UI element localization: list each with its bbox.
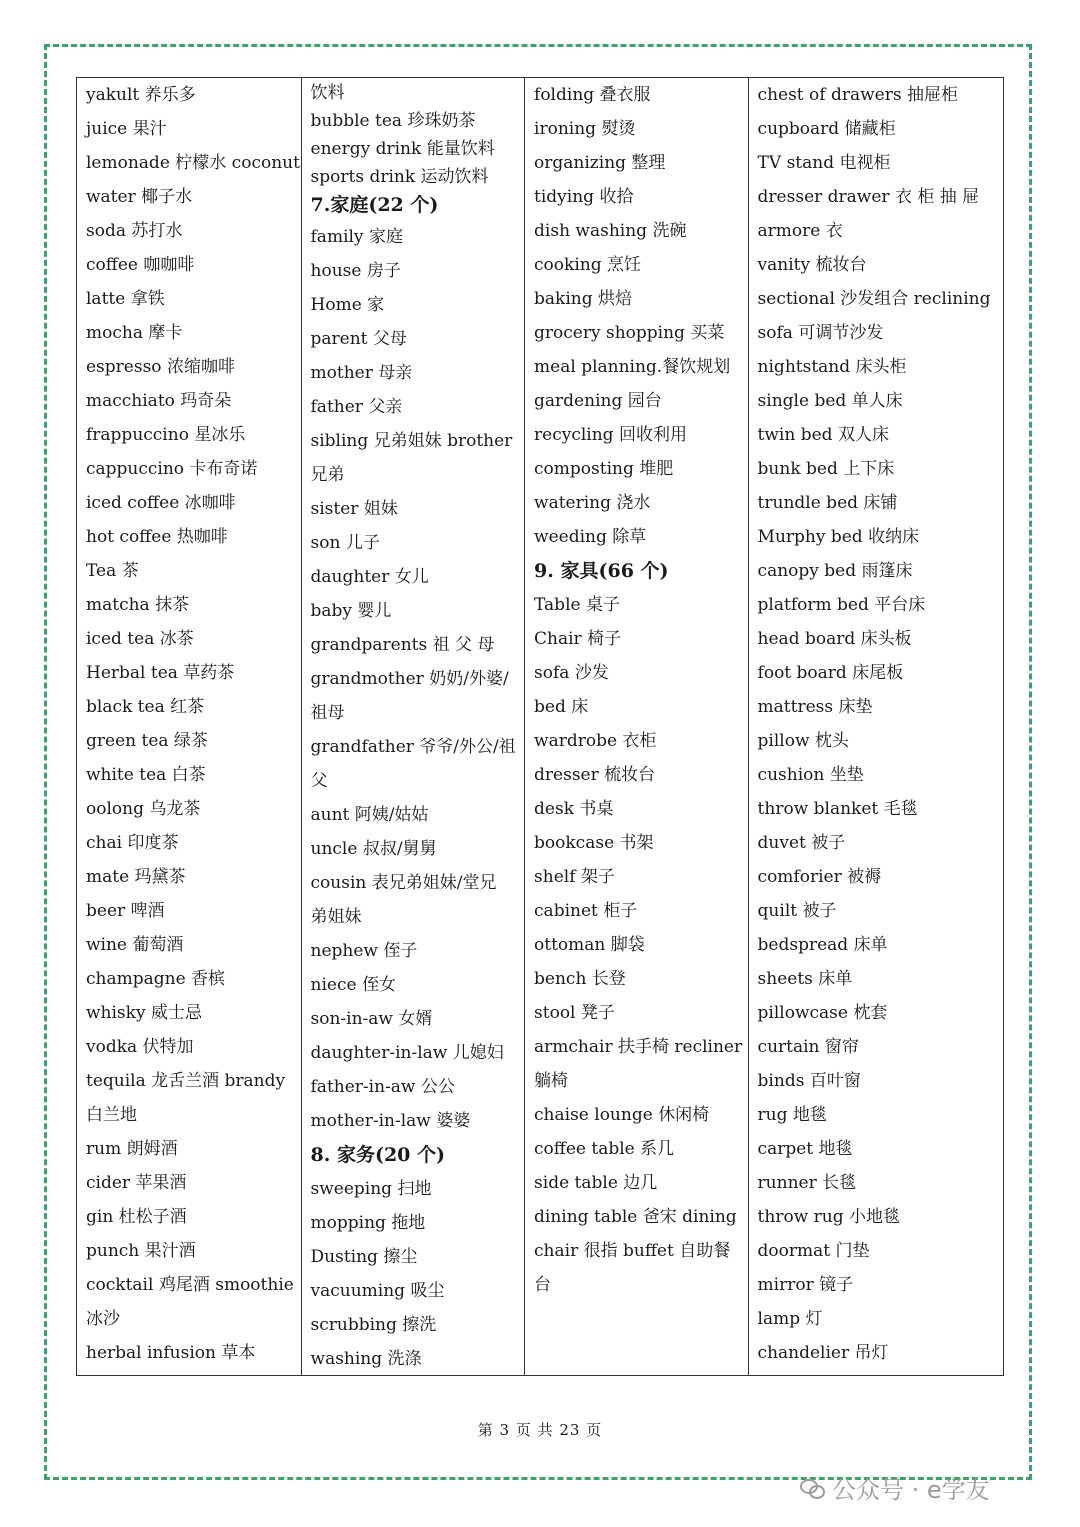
vocab-entry: 台 (534, 1275, 552, 1295)
vocab-entry: stool 凳子 (534, 1003, 615, 1023)
vocab-entry: bunk bed 上下床 (757, 459, 895, 479)
vocab-entry: 弟姐妹 (310, 907, 362, 927)
section-heading: 8. 家务(20 个) (310, 1144, 446, 1166)
vocab-entry: side table 边几 (534, 1173, 658, 1193)
vocab-entry: cider 苹果酒 (86, 1173, 187, 1193)
vocab-entry: curtain 窗帘 (757, 1037, 859, 1057)
vocab-entry: father-in-aw 公公 (310, 1077, 455, 1097)
vocab-entry: bedspread 床单 (757, 935, 888, 955)
vocab-entry: gardening 园台 (534, 391, 662, 411)
vocab-entry: sweeping 扫地 (310, 1179, 432, 1199)
vocab-entry: family 家庭 (310, 227, 403, 247)
vocab-entry: whisky 威士忌 (86, 1003, 202, 1023)
vocab-entry: cooking 烹饪 (534, 255, 641, 275)
vocab-entry: carpet 地毯 (757, 1139, 853, 1159)
vocab-entry: rug 地毯 (757, 1105, 827, 1125)
vocab-entry: mopping 拖地 (310, 1213, 426, 1233)
vocab-entry: yakult 养乐多 (86, 85, 196, 105)
vocab-entry: grandfather 爷爷/外公/祖 (310, 737, 516, 757)
vocab-entry: foot board 床尾板 (757, 663, 904, 683)
vocab-entry: 躺椅 (534, 1071, 569, 1091)
vocab-entry: cushion 坐垫 (757, 765, 864, 785)
vocab-entry: cupboard 储藏柜 (757, 119, 896, 139)
vocab-entry: ottoman 脚袋 (534, 935, 645, 955)
vocab-entry: chandelier 吊灯 (757, 1343, 889, 1363)
vocab-entry: Table 桌子 (534, 595, 620, 615)
vocab-entry: sofa 沙发 (534, 663, 609, 683)
vocab-entry: nightstand 床头柜 (757, 357, 907, 377)
vocab-entry: gin 杜松子酒 (86, 1207, 187, 1227)
vocab-entry: throw blanket 毛毯 (757, 799, 918, 819)
vocab-entry: chaise lounge 休闲椅 (534, 1105, 710, 1125)
vocab-entry: house 房子 (310, 261, 401, 281)
table-column-3 (524, 78, 748, 1375)
vocab-entry: bubble tea 珍珠奶茶 (310, 111, 476, 131)
page-number: 第 3 页 共 23 页 (477, 1421, 603, 1439)
vocab-entry: energy drink 能量饮料 (310, 139, 495, 159)
vocab-entry: bookcase 书架 (534, 833, 654, 853)
vocab-entry: 白兰地 (86, 1105, 137, 1125)
vocab-entry: cappuccino 卡布奇诺 (86, 459, 258, 479)
vocab-entry: black tea 红茶 (86, 697, 205, 717)
vocab-entry: platform bed 平台床 (757, 595, 926, 615)
vocab-entry: vanity 梳妆台 (757, 255, 867, 275)
vocab-entry: ironing 熨烫 (534, 119, 636, 139)
vocab-entry: dish washing 洗碗 (534, 221, 687, 241)
vocab-entry: cabinet 柜子 (534, 901, 638, 921)
vocab-entry: armore 衣 (757, 221, 843, 241)
vocab-entry: duvet 被子 (757, 833, 846, 853)
vocab-entry: parent 父母 (310, 329, 407, 349)
vocab-entry: doormat 门垫 (757, 1241, 870, 1261)
vocab-entry: bench 长登 (534, 969, 626, 989)
vocab-entry: espresso 浓缩咖啡 (86, 357, 235, 377)
table-column-1 (77, 78, 301, 1375)
vocab-entry: white tea 白茶 (86, 765, 206, 785)
vocab-entry: vodka 伏特加 (86, 1037, 194, 1057)
vocab-entry: 冰沙 (86, 1309, 120, 1329)
vocab-entry: meal planning.餐饮规划 (534, 357, 731, 377)
vocab-entry: Chair 椅子 (534, 629, 622, 649)
vocab-entry: sports drink 运动饮料 (310, 167, 489, 187)
vocab-entry: rum 朗姆酒 (86, 1139, 178, 1159)
vocab-entry: throw rug 小地毯 (757, 1207, 901, 1227)
vocab-entry: mate 玛黛茶 (86, 867, 186, 887)
vocab-entry: hot coffee 热咖啡 (86, 527, 228, 547)
vocab-entry: sectional 沙发组合 reclining (757, 289, 991, 309)
vocab-entry: dresser drawer 衣 柜 抽 屉 (757, 187, 980, 207)
vocab-entry: binds 百叶窗 (757, 1071, 861, 1091)
watermark (800, 1470, 990, 1505)
vocab-entry: grandmother 奶奶/外婆/ (310, 669, 509, 689)
vocab-entry: twin bed 双人床 (757, 425, 889, 445)
vocab-entry: chai 印度茶 (86, 833, 179, 853)
vocab-entry: quilt 被子 (757, 901, 837, 921)
vocab-entry: lemonade 柠檬水 coconut (86, 153, 300, 173)
vocab-entry: washing 洗涤 (310, 1349, 422, 1369)
vocab-entry: sibling 兄弟姐妹 brother (310, 431, 513, 451)
table-column-4 (748, 78, 1003, 1375)
vocab-entry: baby 婴儿 (310, 601, 392, 621)
vocab-entry: desk 书桌 (534, 799, 614, 819)
vocab-entry: daughter 女儿 (310, 567, 429, 587)
vocab-entry: green tea 绿茶 (86, 731, 208, 751)
vocab-entry: sister 姐妹 (310, 499, 398, 519)
vocab-entry: frappuccino 星冰乐 (86, 425, 246, 445)
vocab-entry: pillowcase 枕套 (757, 1003, 888, 1023)
vocab-entry: oolong 乌龙茶 (86, 799, 201, 819)
vocab-entry: mother 母亲 (310, 363, 413, 383)
vocab-entry: niece 侄女 (310, 975, 396, 995)
vocab-entry: scrubbing 擦洗 (310, 1315, 437, 1335)
vocab-entry: father 父亲 (310, 397, 403, 417)
vocab-entry: head board 床头板 (757, 629, 912, 649)
vocab-entry: grocery shopping 买菜 (534, 323, 725, 343)
vocab-entry: coffee 咖咖啡 (86, 255, 195, 275)
vocab-entry: runner 长毯 (757, 1173, 857, 1193)
vocab-entry: dresser 梳妆台 (534, 765, 656, 785)
watermark-text: 公众号 · e学友 (832, 1476, 990, 1504)
vocab-entry: wardrobe 衣柜 (534, 731, 657, 751)
vocab-entry: coffee table 系几 (534, 1139, 675, 1159)
vocabulary-table (76, 77, 1004, 1376)
vocab-entry: 饮料 (310, 83, 345, 103)
vocab-entry: son 儿子 (310, 533, 380, 553)
vocab-entry: dining table 爸宋 dining (534, 1207, 737, 1227)
vocab-entry: comforier 被褥 (757, 867, 882, 887)
vocab-entry: uncle 叔叔/舅舅 (310, 839, 437, 859)
vocab-entry: chair 很指 buffet 自助餐 (534, 1241, 731, 1261)
vocab-entry: organizing 整理 (534, 153, 666, 173)
vocab-entry: 父 (310, 771, 328, 791)
vocab-entry: herbal infusion 草本 (86, 1343, 256, 1363)
vocab-entry: folding 叠衣服 (534, 85, 651, 105)
vocab-entry: aunt 阿姨/姑姑 (310, 805, 429, 825)
vocab-entry: juice 果汁 (86, 119, 167, 139)
vocab-entry: mattress 床垫 (757, 697, 873, 717)
vocab-entry: canopy bed 雨篷床 (757, 561, 913, 581)
vocab-entry: watering 浇水 (534, 493, 651, 513)
section-heading: 7.家庭(22 个) (310, 194, 439, 216)
section-heading: 9. 家具(66 个) (534, 560, 669, 582)
vocab-entry: sheets 床单 (757, 969, 853, 989)
vocab-entry: trundle bed 床铺 (757, 493, 898, 513)
vocab-entry: punch 果汁酒 (86, 1241, 196, 1261)
vocab-entry: mocha 摩卡 (86, 323, 183, 343)
vocab-entry: mother-in-law 婆婆 (310, 1111, 471, 1131)
vocab-entry: cousin 表兄弟姐妹/堂兄 (310, 873, 497, 893)
vocab-entry: soda 苏打水 (86, 221, 183, 241)
vocab-entry: composting 堆肥 (534, 459, 674, 479)
vocab-entry: vacuuming 吸尘 (310, 1281, 445, 1301)
vocab-entry: mirror 镜子 (757, 1275, 854, 1295)
vocab-entry: beer 啤酒 (86, 901, 165, 921)
vocab-entry: 祖母 (310, 703, 345, 723)
vocab-entry: baking 烘焙 (534, 289, 633, 309)
vocab-entry: weeding 除草 (534, 527, 647, 547)
vocab-entry: champagne 香槟 (86, 969, 226, 989)
table-column-2 (301, 78, 525, 1375)
vocab-entry: shelf 架子 (534, 867, 615, 887)
vocab-entry: daughter-in-law 儿媳妇 (310, 1043, 504, 1063)
vocab-entry: Home 家 (310, 295, 385, 315)
vocab-entry: recycling 回收利用 (534, 425, 687, 445)
vocab-entry: nephew 侄子 (310, 941, 418, 961)
wechat-icon (800, 1477, 826, 1499)
vocab-entry: TV stand 电视柜 (757, 153, 891, 173)
vocab-entry: iced coffee 冰咖啡 (86, 493, 236, 513)
vocab-entry: Herbal tea 草药茶 (86, 663, 235, 683)
vocab-entry: macchiato 玛奇朵 (86, 391, 232, 411)
vocab-entry: wine 葡萄酒 (86, 935, 184, 955)
vocab-entry: son-in-aw 女婿 (310, 1009, 433, 1029)
vocab-entry: Murphy bed 收纳床 (757, 527, 920, 547)
vocab-entry: latte 拿铁 (86, 289, 165, 309)
vocab-entry: armchair 扶手椅 recliner (534, 1037, 743, 1057)
vocab-entry: chest of drawers 抽屉柜 (757, 85, 958, 105)
vocab-entry: tequila 龙舌兰酒 brandy (86, 1071, 286, 1091)
vocab-entry: 兄弟 (310, 465, 345, 485)
vocab-entry: cocktail 鸡尾酒 smoothie (86, 1275, 294, 1295)
vocab-entry: grandparents 祖 父 母 (310, 635, 495, 655)
vocab-entry: pillow 枕头 (757, 731, 849, 751)
vocab-entry: lamp 灯 (757, 1309, 823, 1329)
vocab-entry: Tea 茶 (86, 561, 139, 581)
vocab-entry: tidying 收拾 (534, 187, 634, 207)
vocab-entry: Dusting 擦尘 (310, 1247, 418, 1267)
vocab-entry: water 椰子水 (86, 187, 193, 207)
vocab-entry: sofa 可调节沙发 (757, 323, 884, 343)
vocab-entry: matcha 抹茶 (86, 595, 190, 615)
vocab-entry: bed 床 (534, 697, 589, 717)
vocab-entry: iced tea 冰茶 (86, 629, 194, 649)
vocab-entry: single bed 单人床 (757, 391, 903, 411)
